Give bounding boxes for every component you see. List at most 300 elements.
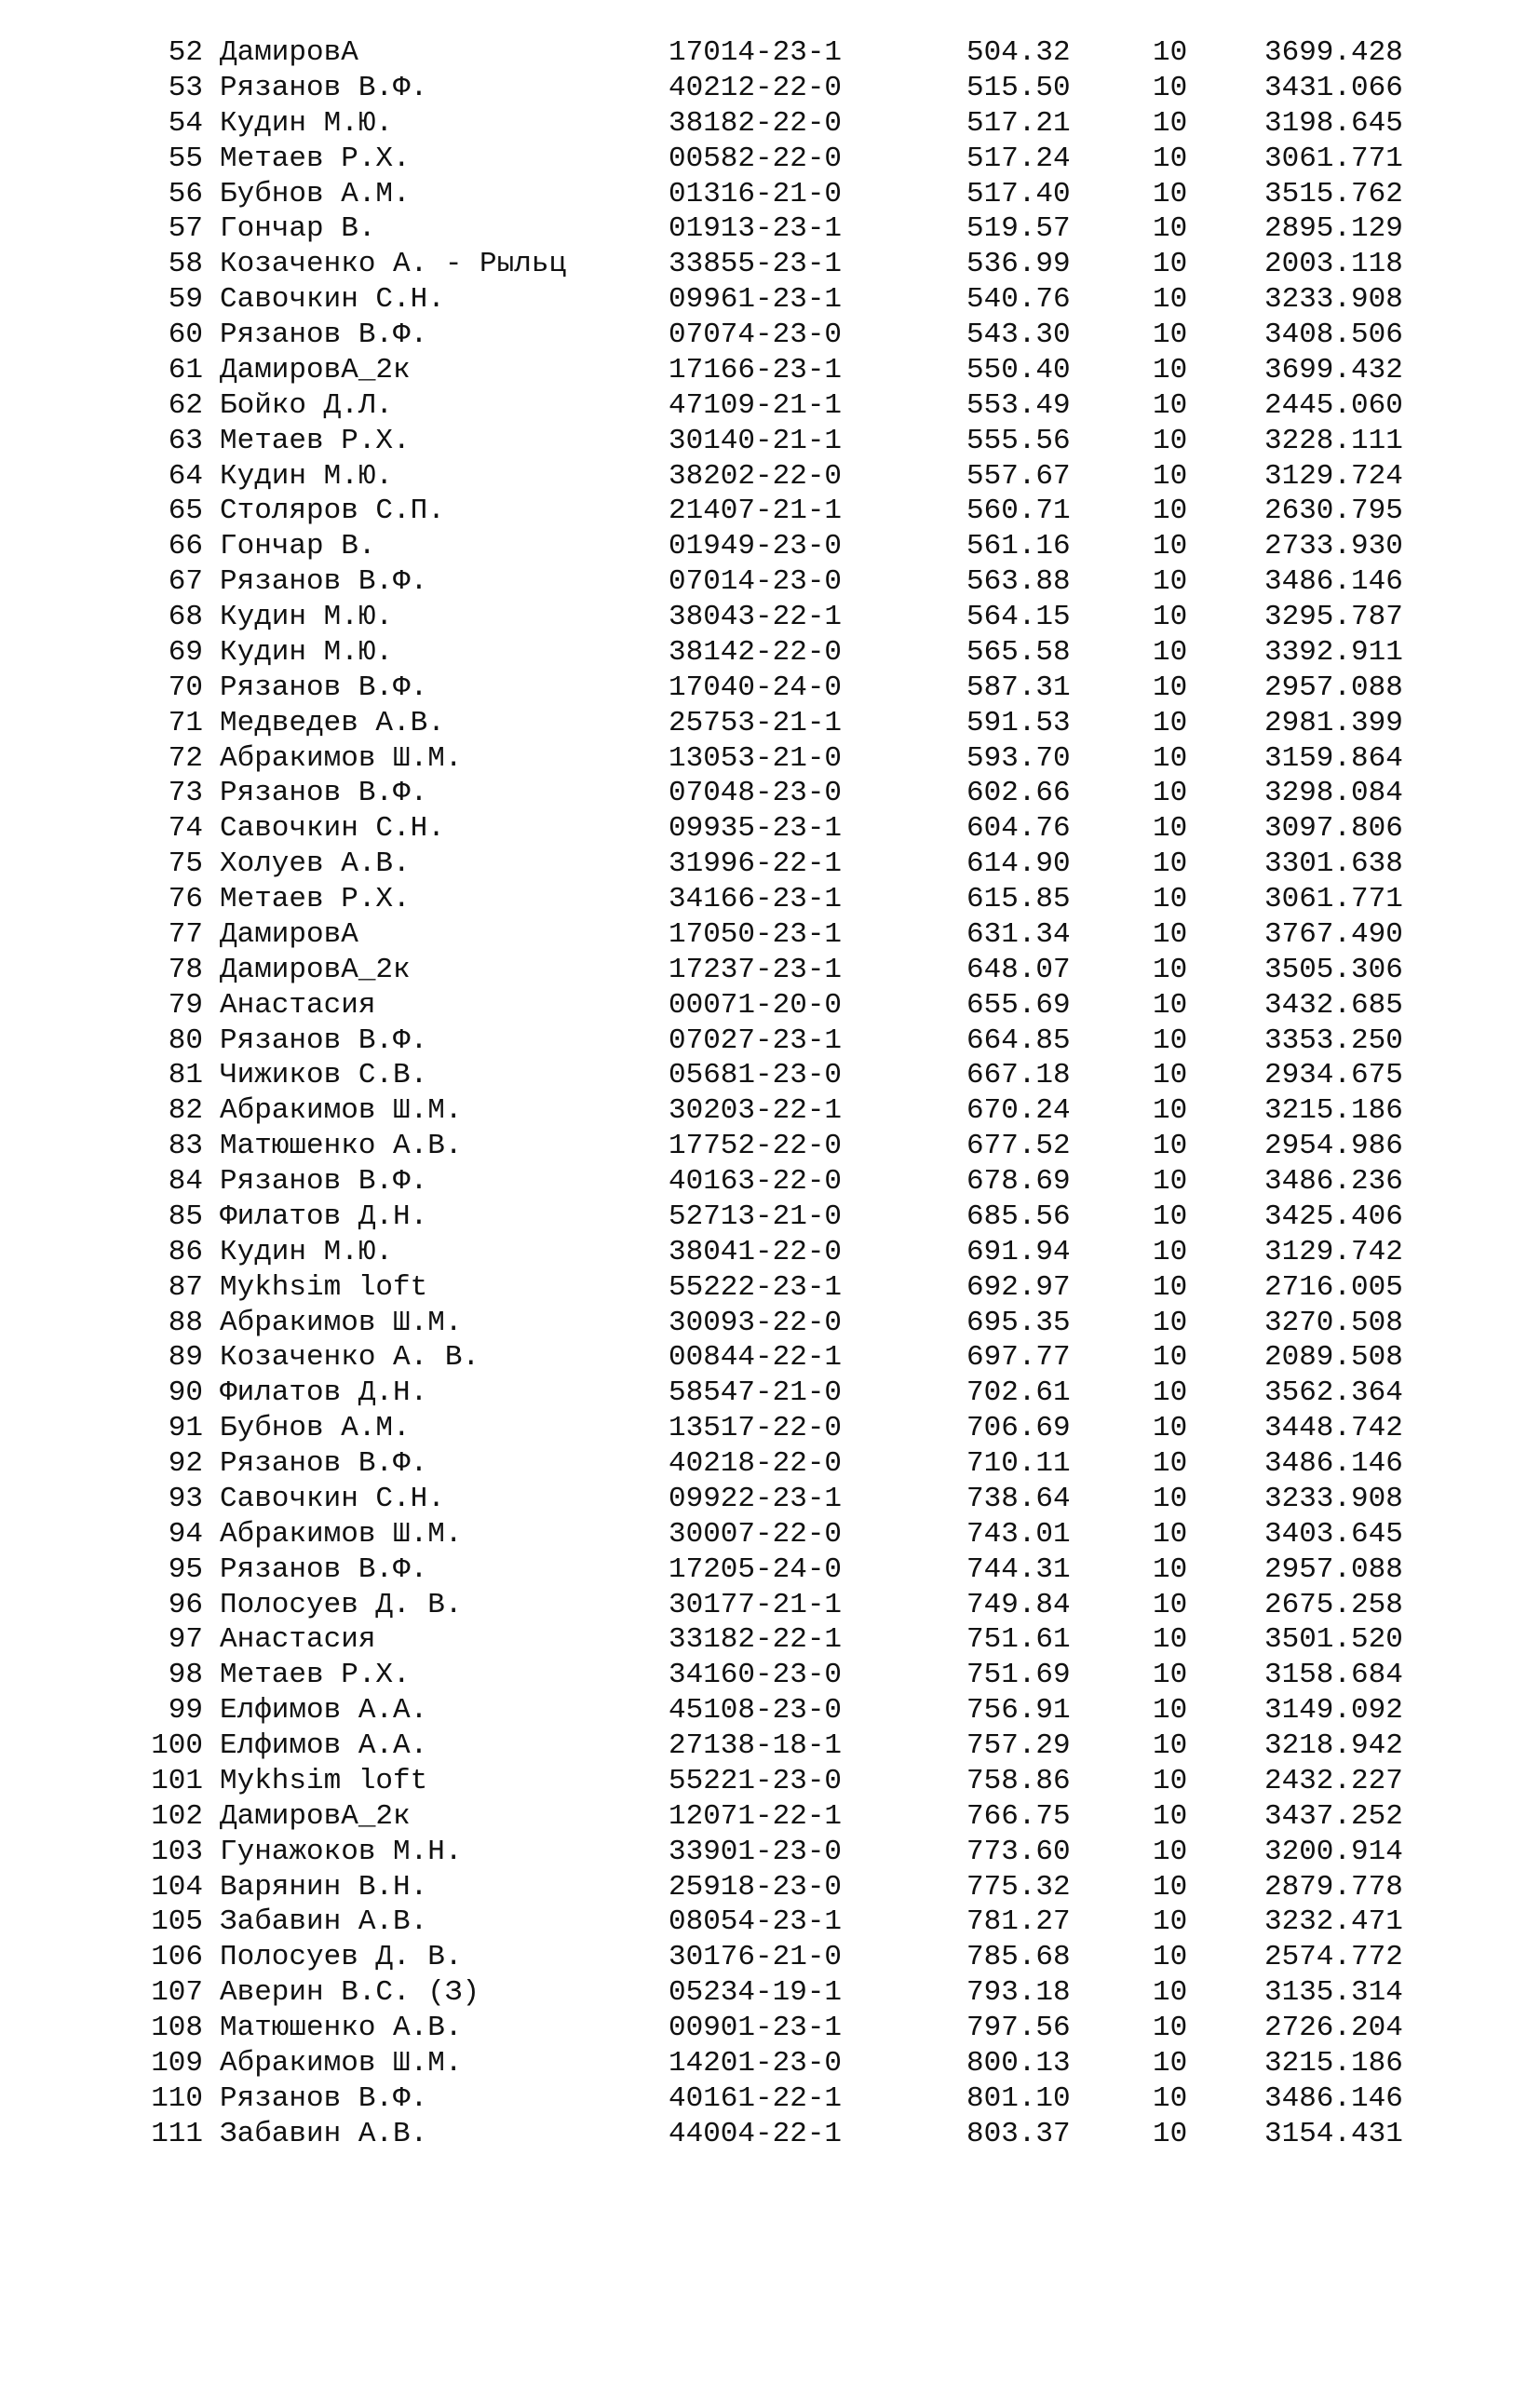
arrival-time: 706.69 (966, 1412, 1071, 1445)
participant-name: ДамировА (220, 36, 358, 69)
arrival-time: 757.29 (966, 1729, 1071, 1762)
ring-code: 13053-21-0 (669, 741, 843, 775)
arrival-time: 797.56 (966, 2012, 1071, 2044)
ring-code: 07048-23-0 (669, 777, 843, 810)
result-row (0, 459, 1540, 495)
count: 10 (1153, 1976, 1188, 2010)
count: 10 (1153, 2117, 1188, 2150)
result-row (0, 1622, 1540, 1658)
participant-name: Медведев А.В. (220, 706, 445, 739)
result-row (0, 1764, 1540, 1799)
count: 10 (1153, 1200, 1188, 1233)
score-value: 3505.306 (1264, 953, 1403, 986)
score-value: 2981.399 (1264, 706, 1403, 739)
ring-code: 34160-23-0 (669, 1659, 843, 1692)
count: 10 (1153, 1094, 1188, 1128)
result-row (0, 282, 1540, 318)
result-row (0, 811, 1540, 847)
score-value: 3232.471 (1264, 1905, 1403, 1939)
result-row (0, 424, 1540, 459)
result-row (0, 388, 1540, 424)
arrival-time: 785.68 (966, 1941, 1071, 1974)
arrival-time: 692.97 (966, 1270, 1071, 1304)
arrival-time: 561.16 (966, 530, 1071, 563)
score-value: 3432.685 (1264, 988, 1403, 1022)
participant-name: Полосуев Д. В. (220, 1941, 463, 1974)
participant-name: Рязанов В.Ф. (220, 777, 428, 810)
participant-name: ДамировА_2к (220, 953, 411, 986)
result-row (0, 600, 1540, 635)
rank: 86 (168, 1235, 203, 1268)
participant-name: Рязанов В.Ф. (220, 1165, 428, 1198)
result-row (0, 2011, 1540, 2046)
participant-name: Бубнов А.М. (220, 177, 411, 210)
ring-code: 09935-23-1 (669, 812, 843, 846)
arrival-time: 648.07 (966, 953, 1071, 986)
result-row (0, 177, 1540, 212)
result-row (0, 1093, 1540, 1129)
rank: 63 (168, 424, 203, 457)
arrival-time: 515.50 (966, 71, 1071, 104)
ring-code: 08054-23-1 (669, 1905, 843, 1939)
count: 10 (1153, 565, 1188, 599)
result-row (0, 1588, 1540, 1623)
ring-code: 00844-22-1 (669, 1341, 843, 1375)
ring-code: 38142-22-0 (669, 635, 843, 669)
result-row (0, 142, 1540, 177)
count: 10 (1153, 917, 1188, 951)
ring-code: 40212-22-0 (669, 71, 843, 104)
count: 10 (1153, 248, 1188, 281)
participant-name: Кудин М.Ю. (220, 635, 394, 669)
result-row (0, 1940, 1540, 1975)
result-row (0, 882, 1540, 917)
count: 10 (1153, 706, 1188, 739)
rank: 87 (168, 1270, 203, 1304)
rank: 67 (168, 565, 203, 599)
ring-code: 00582-22-0 (669, 142, 843, 175)
rank: 99 (168, 1694, 203, 1728)
ring-code: 05234-19-1 (669, 1976, 843, 2010)
score-value: 2089.508 (1264, 1341, 1403, 1375)
arrival-time: 793.18 (966, 1976, 1071, 2010)
rank: 103 (151, 1835, 203, 1868)
rank: 106 (151, 1941, 203, 1974)
result-row (0, 494, 1540, 529)
ring-code: 17205-24-0 (669, 1552, 843, 1586)
result-row (0, 318, 1540, 353)
count: 10 (1153, 1412, 1188, 1445)
rank: 53 (168, 71, 203, 104)
count: 10 (1153, 777, 1188, 810)
participant-name: Матюшенко А.В. (220, 2012, 463, 2044)
arrival-time: 749.84 (966, 1588, 1071, 1621)
count: 10 (1153, 2012, 1188, 2044)
result-row (0, 776, 1540, 811)
ring-code: 44004-22-1 (669, 2117, 843, 2150)
result-row (0, 1376, 1540, 1411)
rank: 111 (151, 2117, 203, 2150)
participant-name: Рязанов В.Ф. (220, 1552, 428, 1586)
arrival-time: 667.18 (966, 1059, 1071, 1092)
arrival-time: 517.21 (966, 106, 1071, 140)
participant-name: Савочкин С.Н. (220, 283, 445, 317)
count: 10 (1153, 319, 1188, 351)
result-row (0, 2117, 1540, 2152)
result-row (0, 671, 1540, 706)
score-value: 3233.908 (1264, 283, 1403, 317)
ring-code: 07014-23-0 (669, 565, 843, 599)
count: 10 (1153, 177, 1188, 210)
arrival-time: 743.01 (966, 1517, 1071, 1551)
participant-name: Метаев Р.Х. (220, 142, 411, 175)
result-row (0, 1658, 1540, 1693)
ring-code: 01316-21-0 (669, 177, 843, 210)
score-value: 3295.787 (1264, 601, 1403, 633)
count: 10 (1153, 495, 1188, 528)
rank: 85 (168, 1200, 203, 1233)
arrival-time: 631.34 (966, 917, 1071, 951)
ring-code: 30007-22-0 (669, 1517, 843, 1551)
ring-code: 00901-23-1 (669, 2012, 843, 2044)
count: 10 (1153, 1729, 1188, 1762)
score-value: 2957.088 (1264, 1552, 1403, 1586)
rank: 110 (151, 2081, 203, 2115)
ring-code: 17040-24-0 (669, 671, 843, 704)
arrival-time: 710.11 (966, 1447, 1071, 1480)
score-value: 3154.431 (1264, 2117, 1403, 2150)
arrival-time: 756.91 (966, 1694, 1071, 1728)
participant-name: Бубнов А.М. (220, 1412, 411, 1445)
count: 10 (1153, 1130, 1188, 1163)
ring-code: 14201-23-0 (669, 2046, 843, 2080)
score-value: 2675.258 (1264, 1588, 1403, 1621)
rank: 64 (168, 459, 203, 493)
score-value: 3061.771 (1264, 142, 1403, 175)
rank: 80 (168, 1023, 203, 1057)
arrival-time: 697.77 (966, 1341, 1071, 1375)
ring-code: 38202-22-0 (669, 459, 843, 493)
ring-code: 00071-20-0 (669, 988, 843, 1022)
result-row (0, 1728, 1540, 1764)
ring-code: 17237-23-1 (669, 953, 843, 986)
count: 10 (1153, 1623, 1188, 1657)
rank: 62 (168, 388, 203, 422)
count: 10 (1153, 1235, 1188, 1268)
result-row (0, 1799, 1540, 1835)
arrival-time: 677.52 (966, 1130, 1071, 1163)
rank: 102 (151, 1799, 203, 1833)
ring-code: 40161-22-1 (669, 2081, 843, 2115)
score-value: 3501.520 (1264, 1623, 1403, 1657)
rank: 72 (168, 741, 203, 775)
rank: 101 (151, 1764, 203, 1797)
participant-name: Козаченко А. - Рыльц (220, 248, 567, 281)
arrival-time: 775.32 (966, 1870, 1071, 1904)
rank: 65 (168, 495, 203, 528)
rank: 79 (168, 988, 203, 1022)
score-value: 3301.638 (1264, 847, 1403, 881)
ring-code: 34166-23-1 (669, 883, 843, 915)
ring-code: 17752-22-0 (669, 1130, 843, 1163)
score-value: 2954.986 (1264, 1130, 1403, 1163)
count: 10 (1153, 106, 1188, 140)
rank: 88 (168, 1306, 203, 1339)
result-row (0, 1270, 1540, 1306)
count: 10 (1153, 1835, 1188, 1868)
ring-code: 17050-23-1 (669, 917, 843, 951)
arrival-time: 517.24 (966, 142, 1071, 175)
participant-name: Кудин М.Ю. (220, 1235, 394, 1268)
arrival-time: 604.76 (966, 812, 1071, 846)
participant-name: Анастасия (220, 988, 376, 1022)
ring-code: 01949-23-0 (669, 530, 843, 563)
ring-code: 33855-23-1 (669, 248, 843, 281)
count: 10 (1153, 1517, 1188, 1551)
participant-name: Кудин М.Ю. (220, 601, 394, 633)
count: 10 (1153, 1659, 1188, 1692)
participant-name: Бойко Д.Л. (220, 388, 394, 422)
result-row (0, 211, 1540, 247)
rank: 100 (151, 1729, 203, 1762)
participant-name: Mykhsim loft (220, 1270, 428, 1304)
result-row (0, 988, 1540, 1023)
participant-name: Рязанов В.Ф. (220, 1023, 428, 1057)
arrival-time: 543.30 (966, 319, 1071, 351)
count: 10 (1153, 988, 1188, 1022)
score-value: 3200.914 (1264, 1835, 1403, 1868)
arrival-time: 614.90 (966, 847, 1071, 881)
ring-code: 25753-21-1 (669, 706, 843, 739)
arrival-time: 695.35 (966, 1306, 1071, 1339)
score-value: 2003.118 (1264, 248, 1403, 281)
participant-name: Метаев Р.Х. (220, 424, 411, 457)
ring-code: 21407-21-1 (669, 495, 843, 528)
rank: 55 (168, 142, 203, 175)
score-value: 3129.724 (1264, 459, 1403, 493)
result-row (0, 1164, 1540, 1200)
arrival-time: 751.69 (966, 1659, 1071, 1692)
result-row (0, 1340, 1540, 1376)
rank: 75 (168, 847, 203, 881)
ring-code: 17166-23-1 (669, 353, 843, 386)
ring-code: 40218-22-0 (669, 1447, 843, 1480)
arrival-time: 685.56 (966, 1200, 1071, 1233)
participant-name: Абракимов Ш.М. (220, 1094, 463, 1128)
arrival-time: 560.71 (966, 495, 1071, 528)
rank: 94 (168, 1517, 203, 1551)
count: 10 (1153, 2046, 1188, 2080)
score-value: 3767.490 (1264, 917, 1403, 951)
score-value: 3699.432 (1264, 353, 1403, 386)
count: 10 (1153, 1165, 1188, 1198)
arrival-time: 702.61 (966, 1376, 1071, 1410)
ring-code: 09922-23-1 (669, 1482, 843, 1515)
arrival-time: 587.31 (966, 671, 1071, 704)
ring-code: 30177-21-1 (669, 1588, 843, 1621)
arrival-time: 801.10 (966, 2081, 1071, 2115)
ring-code: 01913-23-1 (669, 212, 843, 246)
participant-name: Метаев Р.Х. (220, 883, 411, 915)
rank: 109 (151, 2046, 203, 2080)
rank: 59 (168, 283, 203, 317)
score-value: 2445.060 (1264, 388, 1403, 422)
participant-name: Mykhsim loft (220, 1764, 428, 1797)
result-row (0, 353, 1540, 388)
result-row (0, 1411, 1540, 1446)
count: 10 (1153, 1905, 1188, 1939)
participant-name: Филатов Д.Н. (220, 1376, 428, 1410)
ring-code: 52713-21-0 (669, 1200, 843, 1233)
count: 10 (1153, 1552, 1188, 1586)
participant-name: Метаев Р.Х. (220, 1659, 411, 1692)
count: 10 (1153, 671, 1188, 704)
score-value: 3486.146 (1264, 1447, 1403, 1480)
score-value: 3392.911 (1264, 635, 1403, 669)
ring-code: 30176-21-0 (669, 1941, 843, 1974)
arrival-time: 553.49 (966, 388, 1071, 422)
score-value: 3425.406 (1264, 1200, 1403, 1233)
count: 10 (1153, 1059, 1188, 1092)
score-value: 3437.252 (1264, 1799, 1403, 1833)
score-value: 3129.742 (1264, 1235, 1403, 1268)
participant-name: Елфимов А.А. (220, 1729, 428, 1762)
ring-code: 12071-22-1 (669, 1799, 843, 1833)
count: 10 (1153, 1799, 1188, 1833)
result-row (0, 1129, 1540, 1164)
result-row (0, 35, 1540, 71)
ring-code: 55221-23-0 (669, 1764, 843, 1797)
count: 10 (1153, 1270, 1188, 1304)
participant-name: Гончар В. (220, 530, 376, 563)
participant-name: Рязанов В.Ф. (220, 71, 428, 104)
result-row (0, 247, 1540, 282)
count: 10 (1153, 353, 1188, 386)
result-row (0, 1904, 1540, 1940)
result-row (0, 106, 1540, 142)
result-row (0, 1306, 1540, 1341)
score-value: 2957.088 (1264, 671, 1403, 704)
score-value: 3486.146 (1264, 565, 1403, 599)
ring-code: 25918-23-0 (669, 1870, 843, 1904)
count: 10 (1153, 1306, 1188, 1339)
result-row (0, 2081, 1540, 2117)
arrival-time: 602.66 (966, 777, 1071, 810)
participant-name: Савочкин С.Н. (220, 812, 445, 846)
ring-code: 47109-21-1 (669, 388, 843, 422)
result-row (0, 1693, 1540, 1728)
score-value: 3486.236 (1264, 1165, 1403, 1198)
rank: 73 (168, 777, 203, 810)
count: 10 (1153, 424, 1188, 457)
count: 10 (1153, 953, 1188, 986)
ring-code: 09961-23-1 (669, 283, 843, 317)
score-value: 3218.942 (1264, 1729, 1403, 1762)
rank: 54 (168, 106, 203, 140)
arrival-time: 557.67 (966, 459, 1071, 493)
result-row (0, 1446, 1540, 1482)
score-value: 3353.250 (1264, 1023, 1403, 1057)
participant-name: Елфимов А.А. (220, 1694, 428, 1728)
participant-name: Рязанов В.Ф. (220, 2081, 428, 2115)
score-value: 3061.771 (1264, 883, 1403, 915)
count: 10 (1153, 812, 1188, 846)
participant-name: Кудин М.Ю. (220, 106, 394, 140)
rank: 56 (168, 177, 203, 210)
ring-code: 33182-22-1 (669, 1623, 843, 1657)
participant-name: Рязанов В.Ф. (220, 565, 428, 599)
result-row (0, 1835, 1540, 1870)
result-row (0, 1058, 1540, 1093)
score-value: 2733.930 (1264, 530, 1403, 563)
score-value: 2934.675 (1264, 1059, 1403, 1092)
rank: 58 (168, 248, 203, 281)
rank: 70 (168, 671, 203, 704)
score-value: 3515.762 (1264, 177, 1403, 210)
count: 10 (1153, 36, 1188, 69)
rank: 81 (168, 1059, 203, 1092)
score-value: 3215.186 (1264, 1094, 1403, 1128)
result-row (0, 1023, 1540, 1059)
participant-name: ДамировА (220, 917, 358, 951)
result-row (0, 741, 1540, 777)
score-value: 2726.204 (1264, 2012, 1403, 2044)
participant-name: Абракимов Ш.М. (220, 2046, 463, 2080)
arrival-time: 800.13 (966, 2046, 1071, 2080)
participant-name: Кудин М.Ю. (220, 459, 394, 493)
ring-code: 45108-23-0 (669, 1694, 843, 1728)
participant-name: ДамировА_2к (220, 353, 411, 386)
score-value: 2574.772 (1264, 1941, 1403, 1974)
score-value: 3699.428 (1264, 36, 1403, 69)
participant-name: Абракимов Ш.М. (220, 1517, 463, 1551)
arrival-time: 591.53 (966, 706, 1071, 739)
arrival-time: 803.37 (966, 2117, 1071, 2150)
ring-code: 17014-23-1 (669, 36, 843, 69)
participant-name: Холуев А.В. (220, 847, 411, 881)
score-value: 3228.111 (1264, 424, 1403, 457)
rank: 95 (168, 1552, 203, 1586)
ring-code: 07074-23-0 (669, 319, 843, 351)
count: 10 (1153, 601, 1188, 633)
score-value: 3159.864 (1264, 741, 1403, 775)
participant-name: Савочкин С.Н. (220, 1482, 445, 1515)
score-value: 3448.742 (1264, 1412, 1403, 1445)
rank: 108 (151, 2012, 203, 2044)
arrival-time: 758.86 (966, 1764, 1071, 1797)
count: 10 (1153, 1482, 1188, 1515)
score-value: 2879.778 (1264, 1870, 1403, 1904)
rank: 97 (168, 1623, 203, 1657)
score-value: 2895.129 (1264, 212, 1403, 246)
count: 10 (1153, 1941, 1188, 1974)
ring-code: 13517-22-0 (669, 1412, 843, 1445)
arrival-time: 593.70 (966, 741, 1071, 775)
count: 10 (1153, 142, 1188, 175)
rank: 84 (168, 1165, 203, 1198)
count: 10 (1153, 1764, 1188, 1797)
rank: 66 (168, 530, 203, 563)
rank: 77 (168, 917, 203, 951)
results-list (0, 35, 1540, 2152)
result-row (0, 1200, 1540, 1235)
rank: 74 (168, 812, 203, 846)
arrival-time: 555.56 (966, 424, 1071, 457)
result-row (0, 2046, 1540, 2081)
rank: 104 (151, 1870, 203, 1904)
count: 10 (1153, 530, 1188, 563)
participant-name: Забавин А.В. (220, 1905, 428, 1939)
